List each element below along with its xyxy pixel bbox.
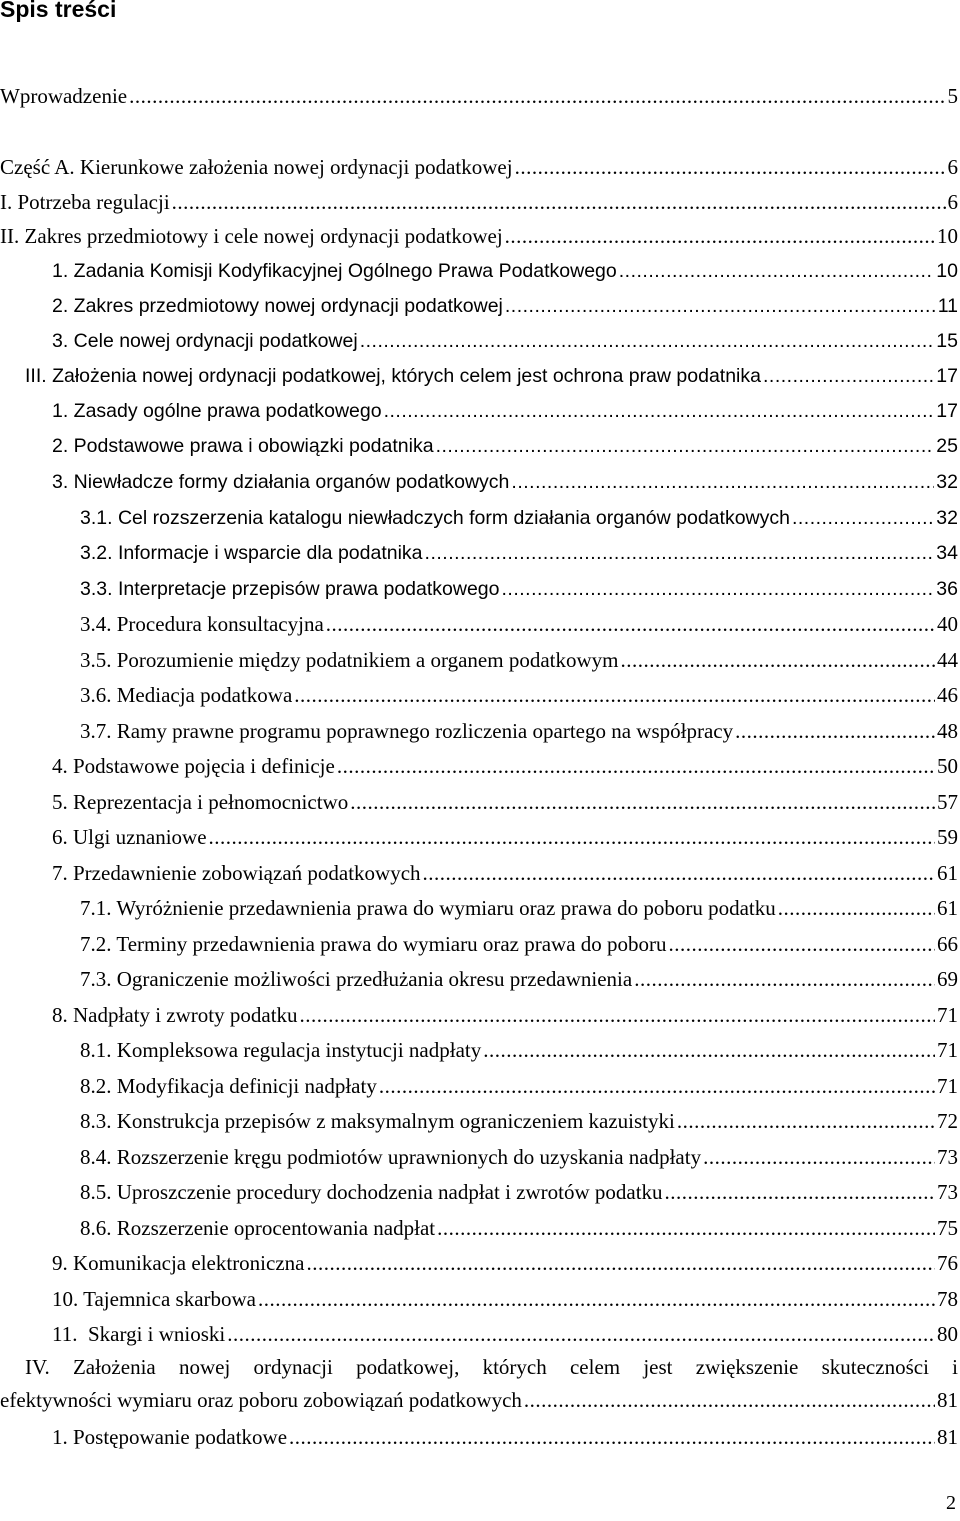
- toc-entry-title: 8.6. Rozszerzenie oprocentowania nadpłat: [80, 1216, 436, 1240]
- toc-entry-title: Część A. Kierunkowe założenia nowej ordynacji podatkowej: [0, 155, 513, 179]
- dot-leader: [483, 1035, 935, 1065]
- toc-entry-iii-4[interactable]: [52, 751, 958, 781]
- toc-entry-page: 75: [937, 1216, 958, 1240]
- toc-entry-title: 3.4. Procedura konsultacyjna: [80, 612, 324, 636]
- toc-entry-iii-8-3[interactable]: [80, 1106, 958, 1136]
- toc-entry-ii-2[interactable]: [52, 291, 958, 321]
- dot-leader: [505, 291, 936, 321]
- toc-entry-page: 73: [937, 1180, 958, 1204]
- toc-entry-page: 11: [937, 295, 958, 317]
- toc-entry-page: 6: [947, 190, 958, 214]
- toc-entry-page: 25: [936, 435, 958, 457]
- dot-leader: [669, 929, 935, 959]
- toc-entry-page: 66: [937, 932, 958, 956]
- toc-entry-page: 59: [937, 825, 958, 849]
- dot-leader: [619, 256, 935, 286]
- toc-entry-page: 76: [937, 1251, 958, 1275]
- toc-entry-title: 11. Skargi i wnioski: [52, 1322, 226, 1346]
- toc-entry-title: 1. Zasady ogólne prawa podatkowego: [52, 400, 382, 422]
- toc-entry-page: 73: [937, 1145, 958, 1169]
- toc-entry-iii-7[interactable]: [52, 858, 958, 888]
- toc-entry-title: 3. Cele nowej ordynacji podatkowej: [52, 330, 358, 352]
- toc-entry-title: Wprowadzenie: [0, 84, 128, 108]
- dot-leader: [258, 1284, 935, 1314]
- toc-entry-iii-2[interactable]: [52, 431, 958, 461]
- toc-entry-page: 17: [936, 400, 958, 422]
- toc-entry-wprowadzenie[interactable]: [0, 81, 958, 111]
- toc-entry-iii-3-3[interactable]: [80, 574, 958, 604]
- toc-entry-iii-3[interactable]: [52, 467, 958, 497]
- toc-entry-title: 4. Podstawowe pojęcia i definicje: [52, 754, 335, 778]
- toc-entry-title: 8.5. Uproszczenie procedury dochodzenia nadpłat i zwrotów podatku: [80, 1180, 663, 1204]
- toc-entry-iii-3-2[interactable]: [80, 538, 958, 568]
- toc-entry-iii-8-5[interactable]: [80, 1177, 958, 1207]
- dot-leader: [294, 680, 935, 710]
- toc-entry-page: 5: [947, 84, 958, 108]
- dot-leader: [677, 1106, 935, 1136]
- dot-leader: [634, 964, 935, 994]
- dot-leader: [502, 574, 935, 604]
- toc-entry-page: 57: [937, 790, 958, 814]
- toc-entry-page: 61: [937, 861, 958, 885]
- toc-entry-title: 3. Niewładcze formy działania organów podatkowych: [52, 471, 510, 493]
- dot-leader: [306, 1248, 935, 1278]
- toc-entry-page: 71: [937, 1074, 958, 1098]
- toc-entry-title: 3.6. Mediacja podatkowa: [80, 683, 293, 707]
- toc-entry-title: 7.2. Terminy przedawnienia prawa do wymiaru oraz prawa do poboru: [80, 932, 667, 956]
- dot-leader: [289, 1422, 935, 1452]
- toc-entry-title: 3.7. Ramy prawne programu poprawnego rozliczenia opartego na współpracy: [80, 719, 734, 743]
- dot-leader: [379, 1071, 935, 1101]
- toc-entry-title: 3.1. Cel rozszerzenia katalogu niewładczych form działania organów podatkowych: [80, 507, 790, 529]
- toc-entry-title: 3.3. Interpretacje przepisów prawa podatkowego: [80, 578, 500, 600]
- toc-entry-page: 46: [937, 683, 958, 707]
- toc-entry-title: 1. Zadania Komisji Kodyfikacyjnej Ogólnego Prawa Podatkowego: [52, 260, 617, 282]
- toc-entry-title: 8.2. Modyfikacja definicji nadpłaty: [80, 1074, 377, 1098]
- toc-entry-iii-3-7[interactable]: [80, 716, 958, 746]
- toc-entry-page: 32: [936, 471, 958, 493]
- toc-heading: Spis treści: [0, 0, 117, 22]
- toc-entry-title: 9. Komunikacja elektroniczna: [52, 1251, 305, 1275]
- dot-leader: [511, 467, 934, 497]
- toc-entry-iii-7-2[interactable]: [80, 929, 958, 959]
- dot-leader: [384, 396, 935, 426]
- toc-entry-iii-3-5[interactable]: [80, 645, 958, 675]
- toc-entry-title: 3.5. Porozumienie między podatnikiem a organem podatkowym: [80, 648, 619, 672]
- toc-entry-iv[interactable]: [0, 1351, 958, 1417]
- toc-entry-page: 50: [937, 754, 958, 778]
- dot-leader: [209, 822, 935, 852]
- toc-entry-page: 40: [937, 612, 958, 636]
- dot-leader: [172, 187, 946, 217]
- toc-entry-iii-8[interactable]: [52, 1000, 958, 1030]
- toc-entry-title-line2: efektywności wymiaru oraz poboru zobowiązań podatkowych: [0, 1388, 522, 1412]
- dot-leader: [524, 1384, 935, 1417]
- toc-entry-ii[interactable]: [0, 221, 958, 251]
- toc-entry-page: 80: [937, 1322, 958, 1346]
- dot-leader: [227, 1319, 935, 1349]
- dot-leader: [129, 81, 945, 111]
- toc-entry-iii-11[interactable]: [52, 1319, 958, 1349]
- toc-entry-iii-5[interactable]: [52, 787, 958, 817]
- dot-leader: [350, 787, 935, 817]
- toc-entry-iii-8-2[interactable]: [80, 1071, 958, 1101]
- toc-entry-iii-8-6[interactable]: [80, 1213, 958, 1243]
- toc-entry-title: 7.1. Wyróżnienie przedawnienia prawa do wymiaru oraz prawa do poboru podatku: [80, 896, 776, 920]
- dot-leader: [763, 361, 934, 391]
- toc-entry-title: II. Zakres przedmiotowy i cele nowej ordynacji podatkowej: [0, 224, 503, 248]
- toc-entry-iii-3-4[interactable]: [80, 609, 958, 639]
- toc-entry-page: 48: [937, 719, 958, 743]
- toc-entry-page: 10: [937, 224, 958, 248]
- toc-entry-iii-7-1[interactable]: [80, 893, 958, 923]
- toc-entry-i[interactable]: [0, 187, 958, 217]
- dot-leader: [515, 152, 946, 182]
- page-number: 2: [946, 1492, 956, 1514]
- toc-entry-page: 71: [937, 1003, 958, 1027]
- toc-entry-iii-10[interactable]: [52, 1284, 958, 1314]
- toc-entry-page: 69: [937, 967, 958, 991]
- toc-entry-iii-6[interactable]: [52, 822, 958, 852]
- toc-entry-iii-7-3[interactable]: [80, 964, 958, 994]
- toc-entry-part-a[interactable]: [0, 152, 958, 182]
- toc-entry-iii-1[interactable]: [52, 396, 958, 426]
- toc-entry-title: 7.3. Ograniczenie możliwości przedłużania okresu przedawnienia: [80, 967, 633, 991]
- dot-leader: [436, 431, 935, 461]
- toc-entry-iii-3-1[interactable]: [80, 503, 958, 533]
- dot-leader: [423, 858, 935, 888]
- toc-entry-iii-8-4[interactable]: [80, 1142, 958, 1172]
- toc-entry-ii-1[interactable]: [52, 256, 958, 286]
- toc-entry-title: 2. Zakres przedmiotowy nowej ordynacji podatkowej: [52, 295, 503, 317]
- dot-leader: [665, 1177, 935, 1207]
- toc-entry-page: 10: [936, 260, 958, 282]
- toc-entry-page: 44: [937, 648, 958, 672]
- dot-leader: [621, 645, 936, 675]
- toc-entry-page: 36: [936, 578, 958, 600]
- toc-entry-page: 72: [937, 1109, 958, 1133]
- toc-entry-page: 81: [937, 1388, 958, 1412]
- toc-entry-page: 81: [937, 1425, 958, 1449]
- dot-leader: [300, 1000, 935, 1030]
- dot-leader: [778, 893, 935, 923]
- toc-entry-iii-8-1[interactable]: [80, 1035, 958, 1065]
- dot-leader: [326, 609, 935, 639]
- dot-leader: [360, 326, 935, 356]
- dot-leader: [437, 1213, 935, 1243]
- toc-entry-iii[interactable]: [25, 361, 958, 391]
- toc-entry-page: 61: [937, 896, 958, 920]
- toc-entry-title: 8.3. Konstrukcja przepisów z maksymalnym ograniczeniem kazuistyki: [80, 1109, 675, 1133]
- toc-entry-title: III. Założenia nowej ordynacji podatkowej, których celem jest ochrona praw podatnika: [25, 365, 761, 387]
- toc-entry-page: 6: [947, 155, 958, 179]
- toc-entry-page: 71: [937, 1038, 958, 1062]
- toc-entry-iii-9[interactable]: [52, 1248, 958, 1278]
- toc-entry-page: 78: [937, 1287, 958, 1311]
- toc-entry-title: 3.2. Informacje i wsparcie dla podatnika: [80, 542, 423, 564]
- toc-entry-title: I. Potrzeba regulacji: [0, 190, 170, 214]
- toc-entry-ii-3[interactable]: [52, 326, 958, 356]
- toc-entry-title-line1: IV. Założenia nowej ordynacji podatkowej, których celem jest zwiększenie skuteczności i: [25, 1355, 958, 1379]
- toc-entry-title: 2. Podstawowe prawa i obowiązki podatnika: [52, 435, 434, 457]
- toc-entry-title: 1. Postępowanie podatkowe: [52, 1425, 288, 1449]
- dot-leader: [505, 221, 935, 251]
- toc-entry-page: 15: [936, 330, 958, 352]
- toc-entry-page: 17: [936, 365, 958, 387]
- toc-entry-title: 8. Nadpłaty i zwroty podatku: [52, 1003, 298, 1027]
- toc-entry-title: 7. Przedawnienie zobowiązań podatkowych: [52, 861, 421, 885]
- toc-entry-title: 5. Reprezentacja i pełnomocnictwo: [52, 790, 349, 814]
- dot-leader: [425, 538, 935, 568]
- toc-entry-title: 10. Tajemnica skarbowa: [52, 1287, 256, 1311]
- toc-entry-title: 8.1. Kompleksowa regulacja instytucji nadpłaty: [80, 1038, 482, 1062]
- dot-leader: [792, 503, 934, 533]
- toc-entry-page: 32: [936, 507, 958, 529]
- dot-leader: [337, 751, 935, 781]
- dot-leader: [735, 716, 935, 746]
- toc-entry-iv-1[interactable]: [52, 1422, 958, 1452]
- toc-entry-title: 8.4. Rozszerzenie kręgu podmiotów uprawnionych do uzyskania nadpłaty: [80, 1145, 702, 1169]
- toc-entry-page: 34: [936, 542, 958, 564]
- toc-entry-iii-3-6[interactable]: [80, 680, 958, 710]
- toc-entry-title: 6. Ulgi uznaniowe: [52, 825, 207, 849]
- dot-leader: [703, 1142, 935, 1172]
